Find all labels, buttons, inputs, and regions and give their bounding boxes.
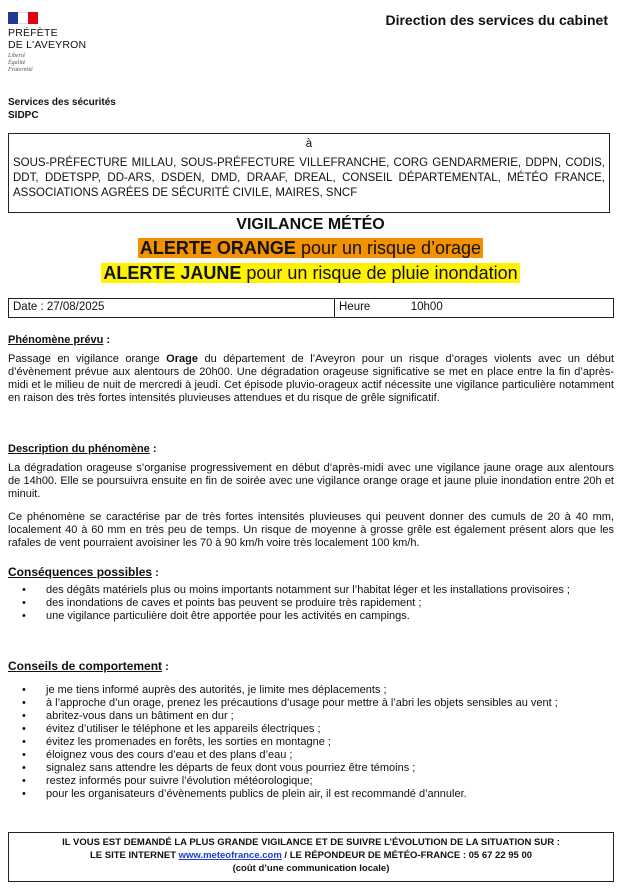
- list-item: • pour les organisateurs d’évènements publics de plein air, il est recommandé d’annuler.: [46, 788, 614, 801]
- date-field: Date : 27/08/2025: [9, 299, 335, 317]
- consequences-list: [8, 584, 614, 623]
- orange-alert-label: ALERTE ORANGE: [139, 238, 296, 258]
- recipients-list: SOUS-PRÉFECTURE MILLAU, SOUS-PRÉFECTURE VILLEFRANCHE, CORG GENDARMERIE, DDPN, CODIS, DDT, DDETSPP, DD-ARS, DSDEN, DMD, DRAAF, DREAL, CONSEIL DÉPARTEMENTAL, MÉTÉO FRANCE, ASSOCIATIONS AGRÉES DE SÉCURITÉ CIVILE, MAIRES, SNCF: [13, 157, 605, 199]
- service-code: SIDPC: [8, 110, 39, 121]
- phenomene-colon: :: [103, 334, 111, 346]
- motto-egalite: Égalité: [8, 60, 26, 66]
- list-item: • des dégâts matériels plus ou moins importants notamment sur l’habitat léger et les installations provisoires ;: [46, 584, 614, 597]
- list-item: • des inondations de caves et points bas peuvent se produire très rapidement ;: [46, 597, 614, 610]
- footer-line3: (coût d’une communication locale): [232, 863, 390, 874]
- prefecture-name: [8, 27, 108, 51]
- conseils-heading: Conseils de comportement: [8, 659, 163, 673]
- date-time-box: [8, 298, 614, 318]
- list-item: • je me tiens informé auprès des autorités, je limite mes déplacements ;: [46, 684, 614, 697]
- conseils-list: [8, 684, 614, 801]
- list-item: • évitez les promenades en forêts, les sorties en montagne ;: [46, 736, 614, 749]
- heure-value: 10h00: [410, 301, 443, 313]
- heure-label: Heure: [339, 301, 371, 313]
- recipients-box: [8, 133, 610, 213]
- list-item: • éloignez vous des cours d’eau et des plans d’eau ;: [46, 749, 614, 762]
- footer-phone: / LE RÉPONDEUR DE MÉTÉO-FRANCE : 05 67 22 95 00: [281, 850, 533, 861]
- motto-fraternite: Fraternité: [8, 67, 33, 73]
- service-name: Services des sécurités: [8, 97, 116, 108]
- motto-liberte: Liberté: [8, 53, 26, 59]
- list-item: • restez informés pour suivre l’évolution météorologique;: [46, 775, 614, 788]
- phenomene-heading: Phénomène prévu: [8, 334, 104, 346]
- time-field: [335, 299, 447, 317]
- footer-site-label: LE SITE INTERNET: [89, 850, 179, 861]
- yellow-alert-label: ALERTE JAUNE: [103, 263, 242, 283]
- yellow-alert-title: [0, 262, 621, 285]
- service-block: [8, 96, 116, 122]
- phenomene-text: [8, 353, 614, 405]
- meteofrance-link[interactable]: www.meteofrance.com: [178, 850, 282, 861]
- footer-line1: IL VOUS EST DEMANDÉ LA PLUS GRANDE VIGILANCE ET DE SUIVRE L’ÉVOLUTION DE LA SITUATION SUR :: [62, 837, 560, 848]
- description-heading: Description du phénomène: [8, 443, 150, 455]
- yellow-alert-text: pour un risque de pluie inondation: [241, 263, 518, 283]
- republic-motto: [8, 53, 108, 74]
- list-item: • abritez-vous dans un bâtiment en dur ;: [46, 710, 614, 723]
- list-item: • à l’approche d’un orage, prenez les précautions d’usage pour mettre à l’abri les objets sensibles au vent ;: [46, 697, 614, 710]
- list-item: • signalez sans attendre les départs de feux dont vous pourriez être témoins ;: [46, 762, 614, 775]
- description-paragraph-1: La dégradation orageuse s’organise progressivement en début d’après-midi avec une vigilance jaune orage aux alentours de 14h00. Elle se poursuivra ensuite en fin de soirée avec une vigilance orange orage et jaune pluie inondation entre 20h et minuit.: [8, 462, 614, 500]
- list-item: • une vigilance particulière doit être apportée pour les activités en campings.: [46, 610, 614, 623]
- french-flag-icon: [8, 12, 38, 24]
- description-paragraph-2: Ce phénomène se caractérise par de très fortes intensités pluvieuses qui peuvent donner des cumuls de 20 à 40 mm, localement 40 à 60 mm en très peu de temps. Un risque de moyenne à grosse grêle est également présent alors que les rafales de vent pourraient avoisiner les 70 à 90 km/h voire très localement 100 km/h.: [8, 511, 614, 549]
- vigilance-title: VIGILANCE MÉTÉO: [236, 216, 385, 233]
- consequences-heading: Conséquences possibles: [8, 565, 153, 579]
- section-description: [8, 443, 614, 550]
- phenomene-text-b: du département de l’Aveyron pour un risque d’orages violents avec un début d’évènement prévue aux alentours de 20h00. Une dégradation orageuse significative se met en place entre la fin d’après-midi et le milieu de nuit de mercredi à jeudi. Cet épisode pluvio-orageux actif nécessite une vigilance particulière notamment en raison des très fortes intensités pluvieuses attendues et du risque de grêle significatif.: [8, 353, 615, 404]
- phenomene-text-a: Passage en vigilance orange: [8, 353, 167, 365]
- prefet-line2: DE L'AVEYRON: [8, 39, 87, 51]
- orange-alert-text: pour un risque d’orage: [295, 238, 482, 258]
- prefecture-logo: [8, 12, 108, 74]
- section-phenomene: [8, 334, 614, 405]
- section-conseils: [8, 660, 614, 801]
- list-item: • évitez d’utiliser le téléphone et les appareils électriques ;: [46, 723, 614, 736]
- description-colon: :: [149, 443, 157, 455]
- section-consequences: [8, 566, 614, 623]
- phenomene-text-bold: Orage: [166, 353, 198, 365]
- footer-box: [8, 832, 614, 882]
- consequences-colon: :: [152, 567, 159, 579]
- prefet-line1: PRÉFÈTE: [8, 27, 58, 39]
- footer-line2: [9, 849, 613, 862]
- orange-alert-title: [0, 237, 621, 260]
- direction-title: Direction des services du cabinet: [385, 12, 608, 28]
- recipients-a: à: [305, 138, 313, 150]
- conseils-colon: :: [162, 661, 169, 673]
